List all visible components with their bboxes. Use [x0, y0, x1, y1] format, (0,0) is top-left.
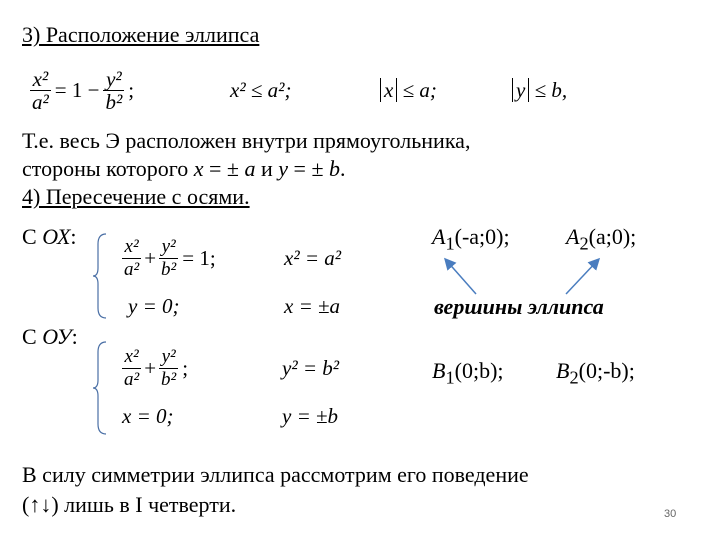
section-heading-4: 4) Пересечение с осями. [22, 184, 250, 209]
vertex-arrows [440, 254, 640, 298]
text-symmetry-line2: (↑↓) лишь в I четверти. [22, 492, 237, 517]
oy-equation-x-zero: x = 0; [122, 404, 174, 428]
ox-label: С ОХ: [22, 224, 77, 249]
text-symmetry-line1: В силу симметрии эллипса рассмотрим его поведение [22, 462, 529, 487]
vertex-b2: $B_2(0;-b)$; [556, 358, 635, 388]
oy-result-y: y = ±b [282, 404, 339, 428]
ox-result-x: x = ±a [284, 294, 341, 318]
oy-equation-ellipse: $\frac{\text{x²}}{\text{a²}}$ + $\frac{\text{y²}}{\text{b²}}$ ; [124, 345, 189, 390]
vertex-b1: $B_1(0;b)$; [432, 358, 504, 388]
formula-ellipse-rearranged: $\frac{\text{x²}}{\text{a²}}$ = 1 − $\frac{\text{y²}}{\text{b²}}$ ; [32, 66, 135, 114]
oy-result-y-squared: y² = b² [282, 356, 340, 380]
ox-equation-y-zero: y = 0; [128, 294, 180, 318]
vertex-a2: $A_2(a;0)$; [566, 224, 637, 254]
formula-x-squared-bound: x² ≤ a²; [230, 78, 292, 102]
vertices-label: вершины эллипса [434, 294, 604, 319]
ox-equation-ellipse: $\frac{\text{x²}}{\text{a²}}$ + $\frac{\text{y²}}{\text{b²}}$ = 1; [124, 235, 216, 280]
ox-result-x-squared: x² = a² [284, 246, 342, 270]
formula-abs-y-bound: y ≤ b, [512, 78, 567, 103]
ox-system-brace [92, 232, 112, 320]
oy-system-brace [92, 340, 112, 436]
oy-label: С ОУ: [22, 324, 78, 349]
text-rectangle-line2: стороны которого x = ± a и y = ± b. [22, 156, 346, 181]
text-rectangle-line1: Т.е. весь Э расположен внутри прямоугольника, [22, 128, 471, 153]
section-heading-3: 3) Расположение эллипса [22, 22, 260, 47]
formula-abs-x-bound: x ≤ a; [380, 78, 437, 103]
page-number: 30 [664, 508, 677, 520]
vertex-a1: $A_1(-a;0)$; [432, 224, 510, 254]
